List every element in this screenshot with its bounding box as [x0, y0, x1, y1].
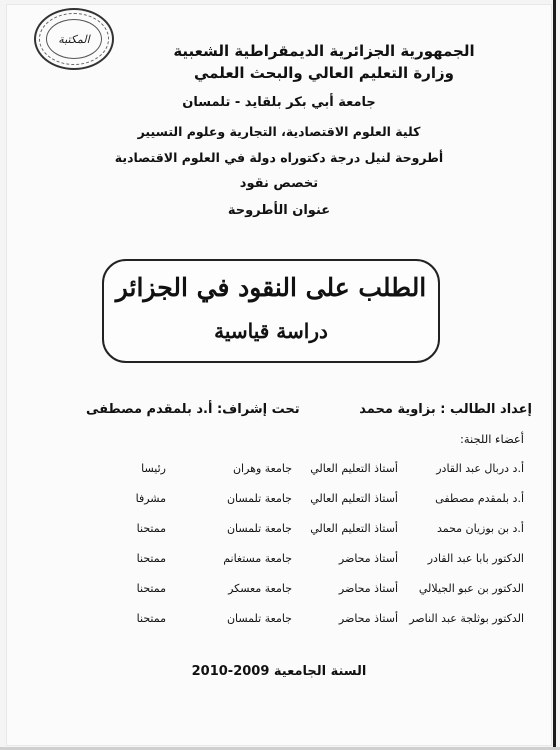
jury-row	[46, 546, 524, 576]
jury-member-name: أ.د دربال عبد القادر	[436, 462, 524, 475]
thesis-subtitle: دراسة قياسية	[214, 319, 328, 343]
jury-member-role: ممتحنا	[136, 612, 166, 625]
library-stamp	[34, 8, 114, 70]
jury-member-role: مشرفا	[135, 492, 166, 505]
jury-member-university: جامعة تلمسان	[226, 492, 292, 505]
jury-row	[46, 456, 524, 486]
jury-row	[46, 606, 524, 636]
jury-member-university: جامعة تلمسان	[226, 522, 292, 535]
jury-row	[46, 486, 524, 516]
jury-member-rank: أستاذ محاضر	[338, 552, 398, 565]
jury-member-rank: أستاذ التعليم العالي	[310, 522, 398, 535]
academic-year: السنة الجامعية 2009-2010	[191, 664, 367, 679]
specialty: تخصص نقود	[239, 176, 319, 191]
supervisor-name: تحت إشراف: أ.د بلمقدم مصطفى	[86, 402, 300, 417]
ministry-heading: وزارة التعليم العالي والبحث العلمي	[193, 64, 455, 82]
preparation-row	[26, 402, 532, 422]
jury-list	[46, 456, 524, 636]
jury-row	[46, 576, 524, 606]
jury-member-rank: أستاذ التعليم العالي	[310, 492, 398, 505]
jury-member-university: جامعة معسكر	[228, 582, 292, 595]
jury-member-rank: أستاذ محاضر	[338, 612, 398, 625]
jury-member-role: ممتحنا	[136, 552, 166, 565]
title-label: عنوان الأطروحة	[227, 203, 331, 218]
jury-heading: أعضاء اللجنة:	[459, 432, 524, 446]
jury-member-role: ممتحنا	[136, 522, 166, 535]
university-name: جامعة أبي بكر بلقايد - تلمسان	[182, 95, 376, 110]
faculty-name: كلية العلوم الاقتصادية، التجارية وعلوم التسيير	[137, 124, 421, 139]
jury-member-role: ممتحنا	[136, 582, 166, 595]
jury-member-name: الدكتور بن عبو الجيلالي	[418, 582, 524, 595]
jury-member-name: الدكتور بوثلجة عبد الناصر	[409, 612, 524, 625]
document-page	[6, 4, 552, 746]
scan-edge-right	[553, 0, 556, 750]
thesis-type: أطروحة لنيل درجة دكتوراه دولة في العلوم الاقتصادية	[114, 150, 444, 165]
jury-member-rank: أستاذ محاضر	[338, 582, 398, 595]
jury-member-university: جامعة تلمسان	[226, 612, 292, 625]
jury-member-university: جامعة وهران	[232, 462, 292, 475]
jury-member-name: أ.د بن بوزيان محمد	[436, 522, 524, 535]
jury-member-rank: أستاذ التعليم العالي	[310, 462, 398, 475]
jury-member-name: أ.د بلمقدم مصطفى	[435, 492, 524, 505]
thesis-title-box	[102, 259, 440, 363]
jury-member-university: جامعة مستغانم	[223, 552, 292, 565]
jury-row	[46, 516, 524, 546]
stamp-text: المكتبة	[58, 32, 90, 46]
student-name: إعداد الطالب : بزاوية محمد	[359, 402, 532, 417]
thesis-title: الطلب على النقود في الجزائر	[115, 273, 427, 302]
jury-member-role: رئيسا	[141, 462, 166, 475]
republic-heading: الجمهورية الجزائرية الديمقراطية الشعبية	[173, 42, 475, 60]
jury-member-name: الدكتور بابا عبد القادر	[427, 552, 524, 565]
